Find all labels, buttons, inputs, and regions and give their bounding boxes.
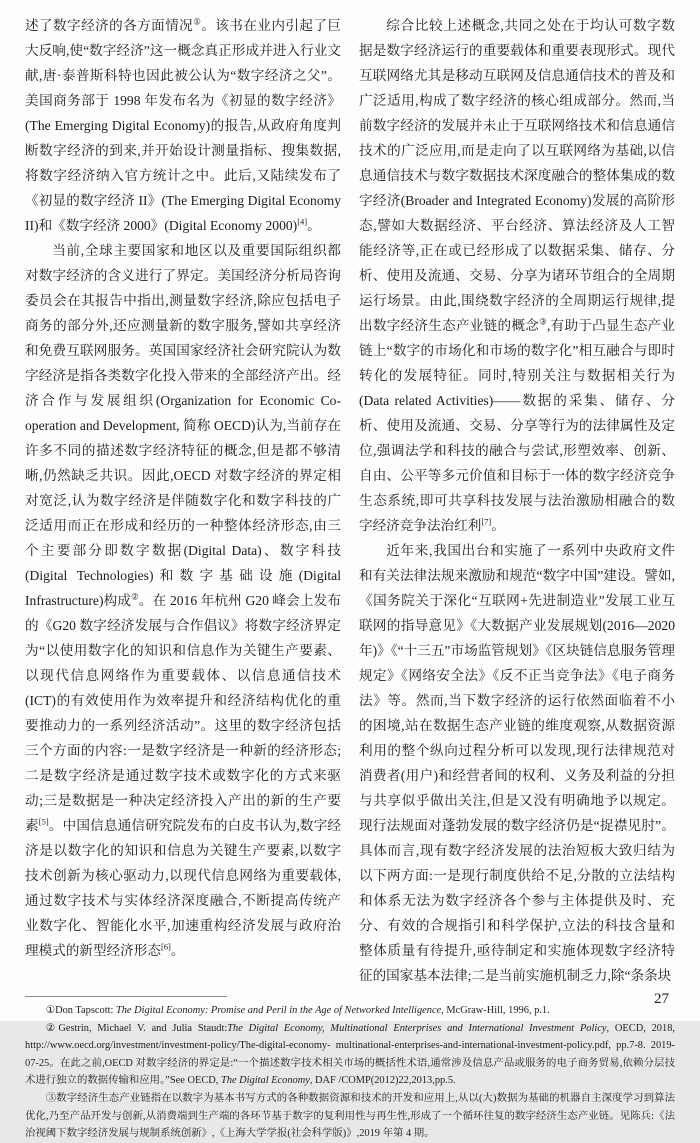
footnote-area bbox=[25, 996, 675, 1143]
footnotes-list bbox=[25, 1002, 675, 1143]
text-run: 。 bbox=[307, 218, 321, 233]
footnote-marker: [5] bbox=[38, 816, 49, 827]
body-paragraph bbox=[359, 538, 675, 988]
text-run: 。 bbox=[170, 943, 185, 958]
footnote-separator-rule bbox=[25, 996, 227, 997]
text-run: , DAF /COMP(2012)22,2013,pp.5. bbox=[309, 1075, 456, 1087]
text-run: 近年来,我国出台和实施了一系列中央政府文件和有关法律法规来激励和规范“数字中国”建设。譬如,《国务院关于深化“互联网+先进制造业”发展工业互联网的指导意见》《大数据产业发展规划(2016—2020 年)》《“十三五”市场监管规划》《区块链信息服务管理规定》《网络安全法》《反不正当竞争法》《电子商务法》等。然而,当下数字经济的运行依然面临着不小的困境,站在数据生态产业链的维度观察,从数据资源利用的整个纵向过程分析可以发现,现行法律规范对消费者(用户)和经营者间的权利、义务及利益的分担与共享似乎做出关注,但是又没有明确地予以规定。现行法规面对蓬勃发展的数字经济仍是“捉襟见肘”。具体而言,现有数字经济发展的法治短板大致归结为以下两方面:一是现行制度供给不足,分散的立法结构和体系无法为数字经济各个参与主体提供及时、充分、有效的合规指引和科学保护,立法的科技含量和整体质量有待提升,亟待制定和实施体现数字经济特征的国家基本法律;二是当前实施机制乏力,除“条条块 bbox=[359, 543, 675, 983]
footnote bbox=[25, 1020, 675, 1090]
text-run: The Digital Economy: Promise and Peril in the Age of Networked Intelligence bbox=[115, 1005, 442, 1016]
text-run: ②Gestrin, Michael V. and Julia Staudt: bbox=[45, 1022, 228, 1034]
footnote-marker: [6] bbox=[160, 941, 171, 952]
text-run: ③数字经济生态产业链指在以数字为基本书写方式的各种数据资源和技术的开发和应用上,从以(大)数据为基础的机器自主深度学习到算法优化,乃至产品开发与创新,从消费端到生产端的各环节基于数字的复利用性与再生性,形成了一个循环往复的数字经济生态产业链。见陈兵:《法治视阈下数字经济发展与规制系统创新》,《上海大学学报(社会科学版)》,2019 年第 4 期。 bbox=[25, 1092, 675, 1140]
text-run: 。 bbox=[491, 518, 505, 533]
text-columns bbox=[25, 13, 675, 988]
body-paragraph bbox=[25, 13, 341, 238]
text-run: 当前,全球主要国家和地区以及重要国际组织都对数字经济的含义进行了界定。美国经济分析局咨询委员会在其报告中指出,测量数字经济,除应包括电子商务的部分外,还应测量新的数字服务,譬如共享经济和免费互联网服务。英国国家经济社会研究院认为数字经济是指各类数字化投入带来的全部经济产出。经济合作与发展组织(Organization for Economic Co-operation and Development, 简称 OECD)认为,当前存在许多不同的描述数字经济特征的概念,但是都不够清晰,仍然缺乏共识。因此,OECD 对数字经济的界定相对宽泛,认为数字经济是伴随数字化和数字科技的广泛适用而正在形成和经历的一种整体经济形态,由三个主要部分即数字数据(Digital Data)、数字科技(Digital Technologies)和数字基础设施(Digital Infrastructure)构成 bbox=[25, 243, 341, 608]
footnote bbox=[25, 1002, 675, 1020]
column-right bbox=[359, 13, 675, 988]
footnote-marker: [7] bbox=[481, 516, 492, 527]
text-run: 。该书在业内引起了巨大反响,使“数字经济”这一概念真正形成并进入行业文献,唐·泰普斯科特也因此被公认为“数字经济之父”。美国商务部于 1998 年发布名为《初显的数字经济》(The Emerging Digital Economy)的报告,从政府角度判断数字经济的到来,并开始设计测量指标、搜集数据,将数字经济纳入官方统计之中。此后,又陆续发布了《初显的数字经济 II》(The Emerging Digital Economy II)和《数字经济 2000》(Digital Economy 2000) bbox=[25, 18, 342, 233]
text-run: , OECD, 2018, http://www.oecd.org/investment/investment-policy/The-digital-economy- multinational-enterprises-and-international-investment-policy.pdf, pp.7-8. 2019-07-25。在此之前,OECD 对数字经济的界定是:“一个描述数字技术相关市场的概括性术语,通常涉及信息产品或服务的电子商务贸易,依赖分层技术进行独立的数据传输和应用。”See OECD, bbox=[25, 1022, 675, 1087]
text-run: The Digital Economy bbox=[220, 1075, 310, 1087]
footnote-marker: [4] bbox=[297, 216, 308, 227]
body-paragraph bbox=[359, 13, 675, 538]
text-run: 述了数字经济的各方面情况 bbox=[25, 18, 194, 33]
column-left bbox=[25, 13, 341, 988]
text-run: 。中国信息通信研究院发布的白皮书认为,数字经济是以数字化的知识和信息为关键生产要素,以数字技术创新为核心驱动力,以现代信息网络为重要载体,通过数字技术与实体经济深度融合,不断提高传统产业数字化、智能化水平,加速重构经济发展与政府治理模式的新型经济形态 bbox=[25, 818, 342, 958]
text-run: ,有助于凸显生态产业链上“数字的市场化和市场的数字化”相互融合与即时转化的发展特征。同时,特别关注与数据相关行为(Data related Activities)——数据的采集、储存、分析、使用及流通、交易、分享等行为的法律属性及定位,强调法学和科技的融合与尝试,形塑效率、创新、自由、公平等多元价值和目标于一体的数字经济竞争生态系统,即可共享科技发展与法治激励相融合的数字经济竞争法治红利 bbox=[359, 318, 676, 533]
text-run: 综合比较上述概念,共同之处在于均认可数字数据是数字经济运行的重要载体和重要表现形式。现代互联网络尤其是移动互联网及信息通信技术的普及和广泛适用,构成了数字经济的核心组成部分。然而,当前数字经济的发展并未止于互联网络技术和信息通信技术的广泛应用,而是走向了以互联网络为基础,以信息通信技术与数字数据技术深度融合的整体集成的数字经济(Broader and Integrated Economy)发展的高阶形态,譬如大数据经济、平台经济、算法经济及人工智能经济等,正在或已经形成了以数据采集、储存、分析、使用及流通、交易、分享为诸环节组合的全周期运行场景。由此,围绕数字经济的全周期运行规律,提出数字经济生态产业链的概念 bbox=[359, 18, 675, 333]
text-run: ①Don Tapscott: bbox=[45, 1005, 116, 1016]
footnote-marker: ① bbox=[193, 16, 202, 27]
text-run: , McGraw-Hill, 1996, p.1. bbox=[441, 1005, 550, 1016]
footnote bbox=[25, 1090, 675, 1143]
body-paragraph bbox=[25, 238, 341, 963]
text-run: The Digital Economy, Multinational Enterprises and International Investment Policy bbox=[227, 1022, 607, 1034]
footnote-marker: ② bbox=[131, 591, 139, 602]
text-run: 。在 2016 年杭州 G20 峰会上发布的《G20 数字经济发展与合作倡议》将数字经济界定为“以使用数字化的知识和信息作为关键生产要素、以现代信息网络作为重要载体、以信息通信技术(ICT)的有效使用作为效率提升和经济结构优化的重要推动力的一系列经济活动”。这里的数字经济包括三个方面的内容:一是数字经济是一种新的经济形态;二是数字经济是通过数字技术或数字化的方式来驱动;三是数据是一种决定经济投入产出的新的生产要素 bbox=[25, 593, 341, 833]
page-number: 27 bbox=[654, 991, 669, 1007]
footnote-marker: ③ bbox=[539, 316, 547, 327]
